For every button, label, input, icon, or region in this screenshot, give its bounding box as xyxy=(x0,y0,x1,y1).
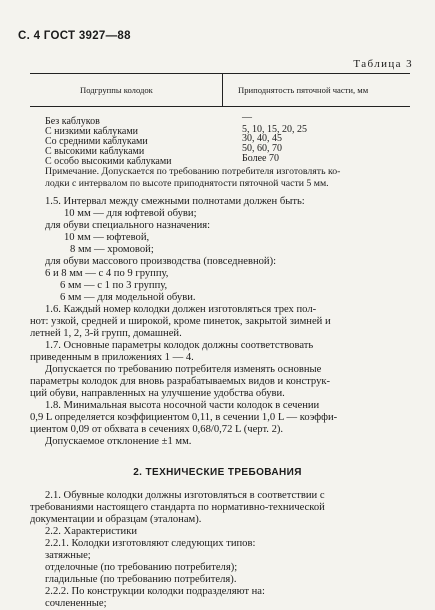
table-column-divider xyxy=(222,73,223,106)
table-cell-value: 5, 10, 15, 20, 25 xyxy=(242,124,307,135)
table-header-heel-height: Приподнятость пяточной части, мм xyxy=(238,85,369,95)
text-line: ций обуви, направленных на улучшение удобства обуви. xyxy=(30,388,285,399)
table-header-rule xyxy=(30,106,410,107)
text-line: 1.8. Минимальная высота носочной части колодок в сечении xyxy=(45,400,320,411)
text-line: 6 и 8 мм — с 4 по 9 группу, xyxy=(45,268,169,279)
text-line: 10 мм — для юфтевой обуви; xyxy=(64,208,197,219)
text-line: 2.2. Характеристики xyxy=(45,526,138,537)
section-heading: 2. ТЕХНИЧЕСКИЕ ТРЕБОВАНИЯ xyxy=(133,467,302,478)
table-cell-subgroup: Со средними каблуками xyxy=(45,136,148,147)
text-line: приведенным в приложениях 1 — 4. xyxy=(30,352,194,363)
text-line: Допускается по требованию потребителя изменять основные xyxy=(45,364,322,375)
table-cell-subgroup: С особо высокими каблуками xyxy=(45,156,172,167)
text-line: для обуви массового производства (повседневной): xyxy=(45,256,277,267)
text-line: 2.1. Обувные колодки должны изготовляться в соответствии с xyxy=(45,490,325,501)
text-line: гладильные (по требованию потребителя). xyxy=(45,574,237,585)
table-header-subgroups: Подгруппы колодок xyxy=(80,85,153,95)
text-line: документации и образцам (эталонам). xyxy=(30,514,202,525)
text-line: параметры колодок для вновь разрабатываемых видов и конструк- xyxy=(30,376,331,387)
text-line: сочлененные; xyxy=(45,598,107,609)
table-cell-value: 50, 60, 70 xyxy=(242,143,282,154)
table-top-rule xyxy=(30,73,410,74)
text-line: затяжные; xyxy=(45,550,91,561)
text-line: 2.2.1. Колодки изготовляют следующих типов: xyxy=(45,538,256,549)
table-cell-subgroup: Без каблуков xyxy=(45,116,100,127)
table-cell-subgroup: С высокими каблуками xyxy=(45,146,145,157)
table-caption: Таблица 3 xyxy=(353,58,413,70)
text-line: для обуви специального назначения: xyxy=(45,220,211,231)
table-cell-value: Более 70 xyxy=(242,153,279,164)
text-line: отделочные (по требованию потребителя); xyxy=(45,562,238,573)
text-line: 8 мм — хромовой; xyxy=(70,244,154,255)
text-line: 1.7. Основные параметры колодок должны соответствовать xyxy=(45,340,314,351)
text-line: Допускаемое отклонение ±1 мм. xyxy=(45,436,192,447)
text-line: 1.5. Интервал между смежными полнотами должен быть: xyxy=(45,196,305,207)
page-header: С. 4 ГОСТ 3927—88 xyxy=(18,30,131,42)
table-note-line: лодки с интервалом по высоте приподнятости пяточной части 5 мм. xyxy=(45,178,329,189)
text-line: 0,9 L определяется коэффициентом 0,11, в сечении 1,0 L — коэффи- xyxy=(30,412,338,423)
text-line: циентом 0,09 от обхвата в сечениях 0,68/0,72 L (черт. 2). xyxy=(30,424,284,435)
table-cell-subgroup: С низкими каблуками xyxy=(45,126,139,137)
text-line: 2.2.2. По конструкции колодки подразделяют на: xyxy=(45,586,265,597)
table-cell-value: 30, 40, 45 xyxy=(242,133,282,144)
text-line: нот: узкой, средней и широкой, кроме пинеток, закрытой зимней и xyxy=(30,316,331,327)
text-line: 1.6. Каждый номер колодки должен изготовляться трех пол- xyxy=(45,304,317,315)
text-line: летней 1, 2, 3-й групп, домашней. xyxy=(30,328,182,339)
table-cell-value: — xyxy=(242,112,252,123)
text-line: 6 мм — с 1 по 3 группу, xyxy=(60,280,168,291)
text-line: 10 мм — юфтевой, xyxy=(64,232,150,243)
text-line: требованиями настоящего стандарта по нормативно-технической xyxy=(30,502,325,513)
text-line: 6 мм — для модельной обуви. xyxy=(60,292,196,303)
table-note-line: Примечание. Допускается по требованию потребителя изготовлять ко- xyxy=(45,166,341,177)
